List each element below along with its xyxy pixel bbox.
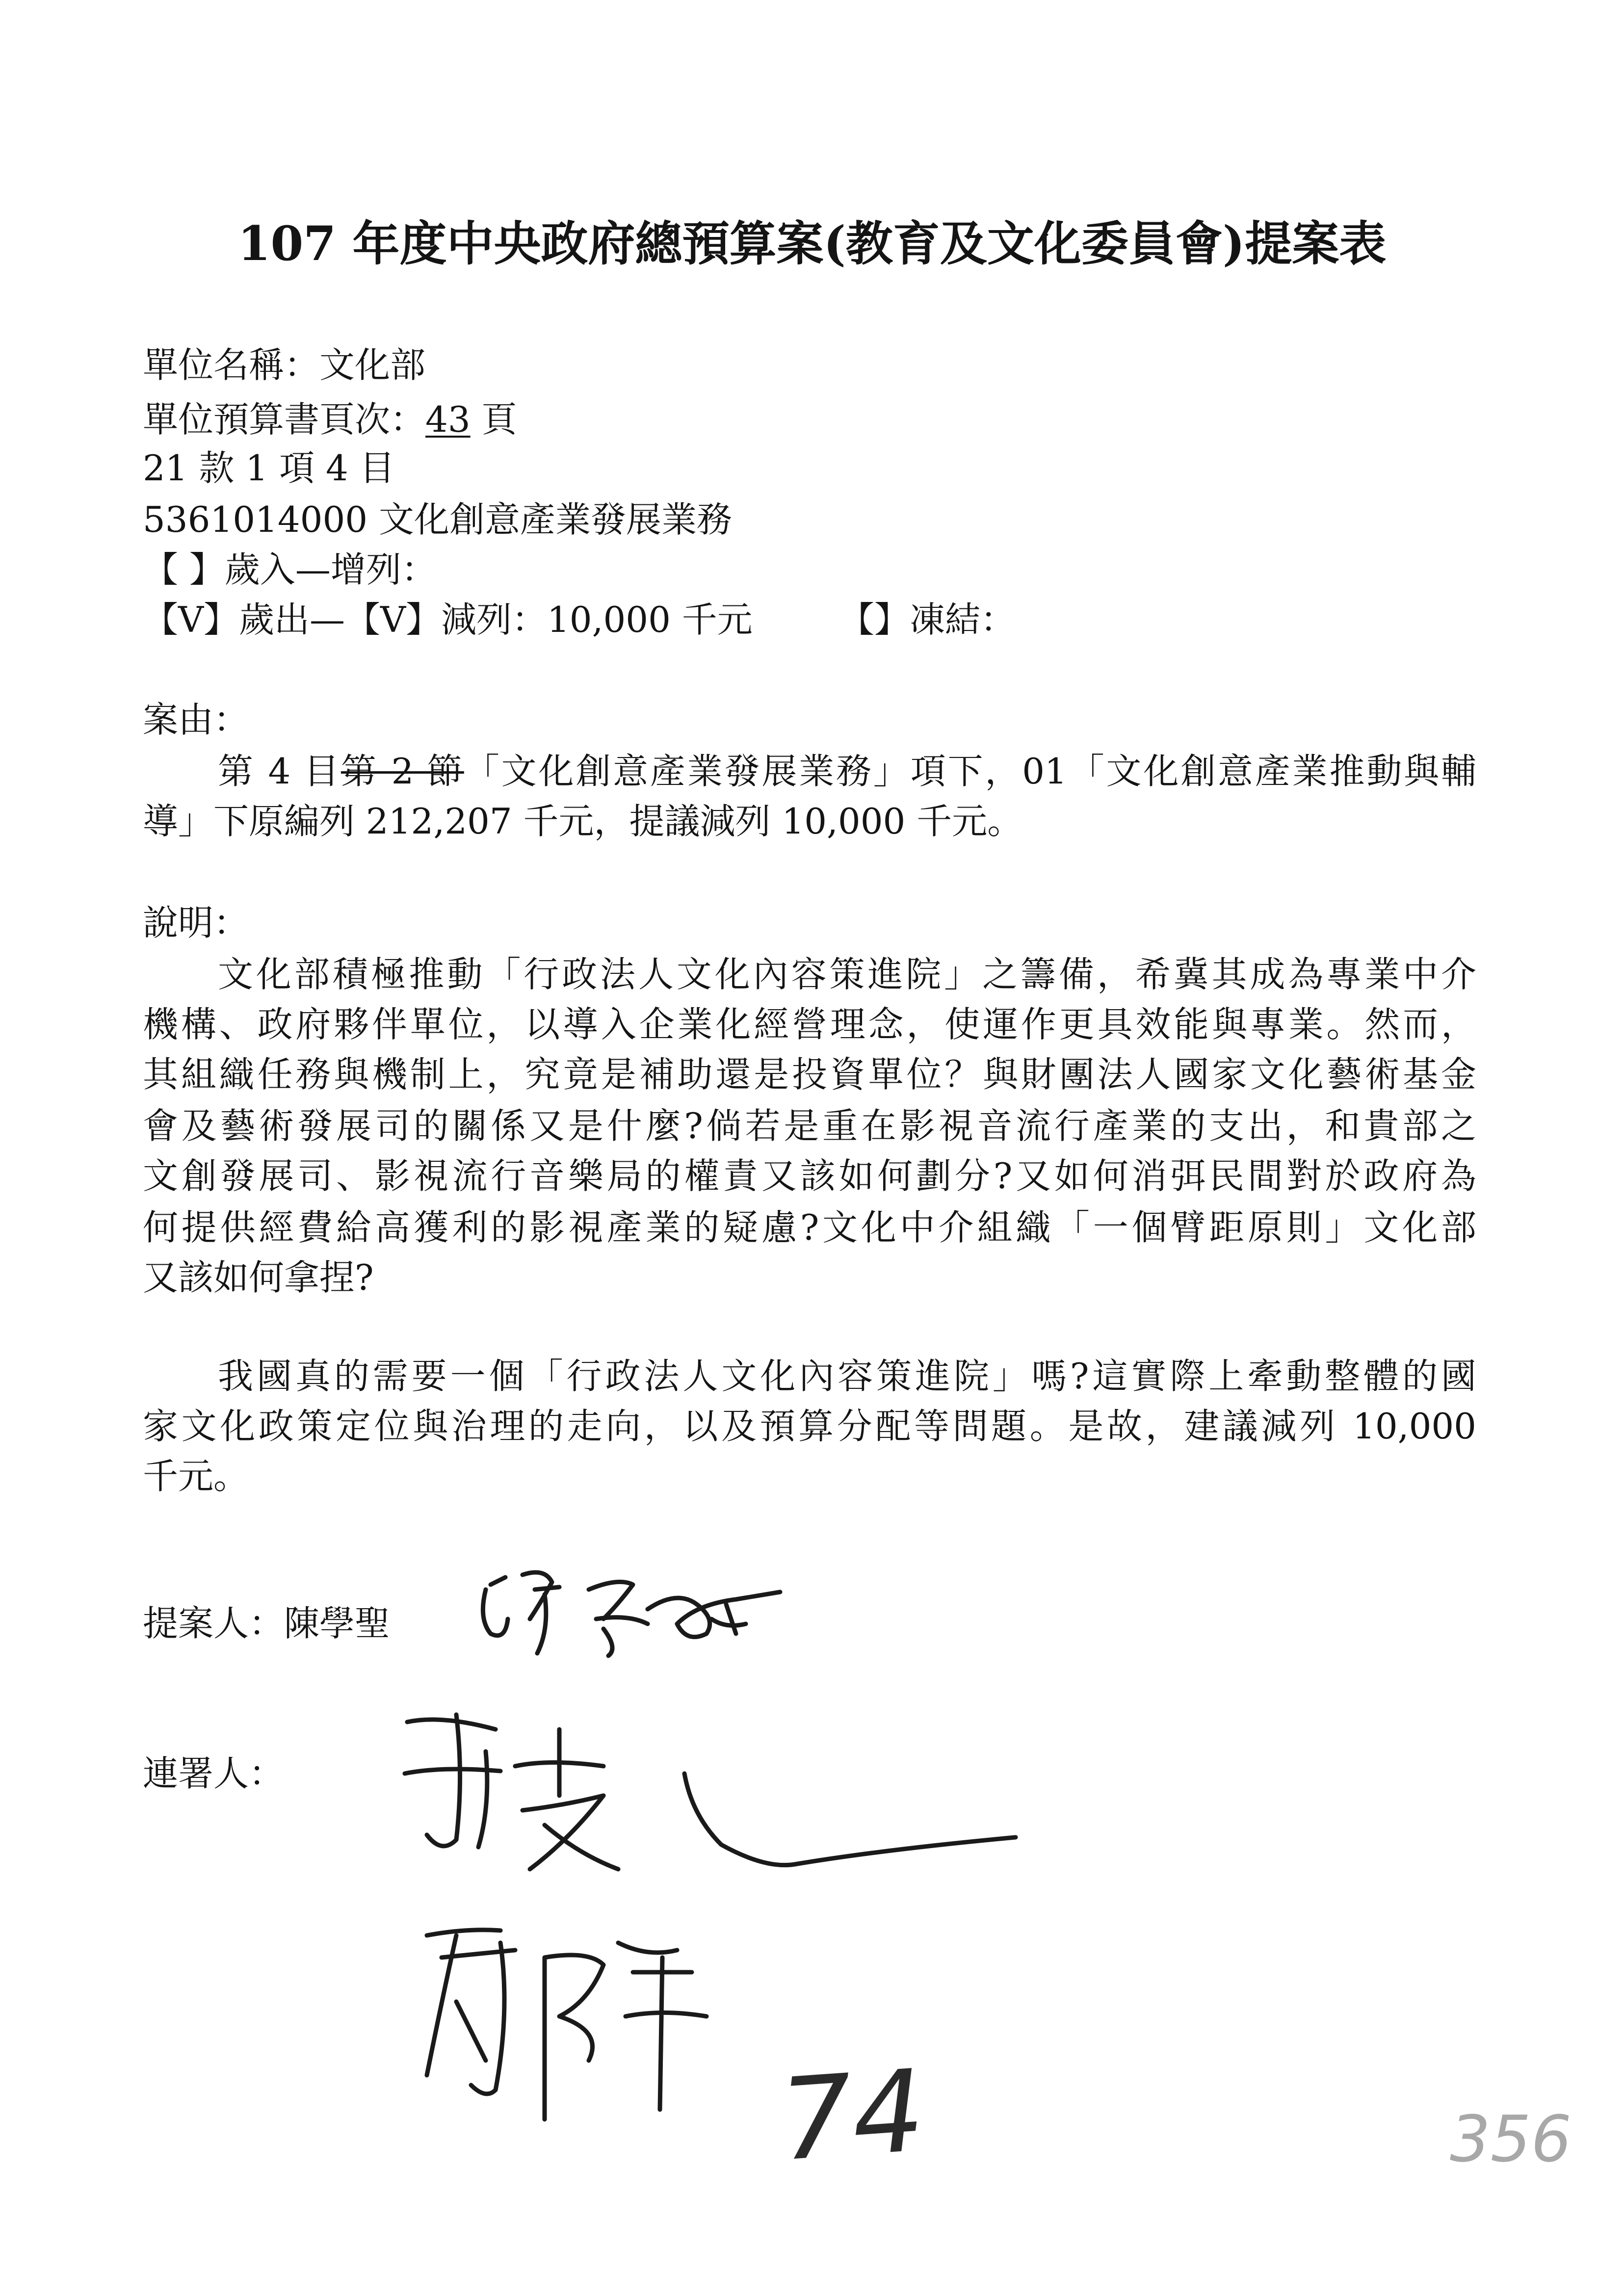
unit-name-label: 單位名稱：	[143, 344, 320, 386]
freeze-line: 【】凍結：	[839, 599, 1016, 640]
proposer-row	[143, 1605, 390, 1642]
proposer-label: 提案人：	[143, 1603, 285, 1644]
reason-line-1	[218, 751, 1476, 792]
expenditure-line: 【V】歲出—【V】減列：10,000 千元	[143, 599, 753, 640]
proposer-name: 陳學聖	[284, 1603, 391, 1644]
cosigner-signature-1	[405, 1715, 1016, 1869]
budget-page-suffix: 頁	[470, 399, 517, 440]
cosigner-signature-2	[427, 1930, 707, 2119]
budget-page-label: 單位預算書頁次：	[143, 399, 426, 440]
reason-line-1-post: 「文化創意產業發展業務」項下，01「文化創意產業推動與輔	[464, 751, 1476, 792]
explanation-p1-line: 其組織任務與機制上，究竟是補助還是投資單位？與財團法人國家文化藝術基金	[143, 1054, 1476, 1095]
handwritten-number-note: 74	[776, 2045, 929, 2187]
explanation-p1-line: 文化部積極推動「行政法人文化內容策進院」之籌備，希冀其成為專業中介	[218, 954, 1476, 995]
cosigner-label: 連署人：	[143, 1753, 285, 1794]
unit-name-value: 文化部	[319, 344, 426, 386]
explanation-p1-line: 機構、政府夥伴單位，以導入企業化經營理念，使運作更具效能與專業。然而，	[143, 1004, 1476, 1045]
budget-page-number: 43	[425, 399, 471, 440]
explanation-p1-line: 何提供經費給高獲利的影視產業的疑慮?文化中介組織「一個臂距原則」文化部	[143, 1207, 1476, 1248]
explanation-p2-line: 千元。	[143, 1456, 249, 1497]
document-title: 107 年度中央政府總預算案(教育及文化委員會)提案表	[237, 216, 1387, 271]
reason-label: 案由：	[143, 699, 249, 740]
explanation-p2-line: 我國真的需要一個「行政法人文化內容策進院」嗎?這實際上牽動整體的國	[218, 1356, 1476, 1397]
revenue-line: 【 】歲入—增列：	[143, 549, 437, 590]
reason-struck-text: 第 2 節	[341, 751, 464, 792]
explanation-p1-line: 文創發展司、影視流行音樂局的權責又該如何劃分?又如何消弭民間對於政府為	[143, 1155, 1476, 1197]
reason-line-2: 導」下原編列 212,207 千元，提議減列 10,000 千元。	[143, 801, 1023, 842]
explanation-p1-line: 會及藝術發展司的關係又是什麼?倘若是重在影視音流行產業的支出，和貴部之	[143, 1105, 1476, 1147]
explanation-p1-line: 又該如何拿捏?	[143, 1257, 374, 1298]
proposer-signature	[483, 1572, 780, 1656]
program-code: 5361014000 文化創意產業發展業務	[143, 499, 732, 540]
explanation-label: 說明：	[143, 902, 249, 943]
unit-name-row	[143, 344, 426, 386]
item-code: 21 款 1 項 4 目	[143, 447, 395, 489]
budget-page-row	[143, 401, 517, 438]
reason-line-1-pre: 第 4 目	[218, 751, 341, 792]
explanation-p2-line: 家文化政策定位與治理的走向，以及預算分配等問題。是故，建議減列 10,000	[143, 1406, 1476, 1447]
handwritten-page-number: 356	[1450, 2102, 1572, 2176]
